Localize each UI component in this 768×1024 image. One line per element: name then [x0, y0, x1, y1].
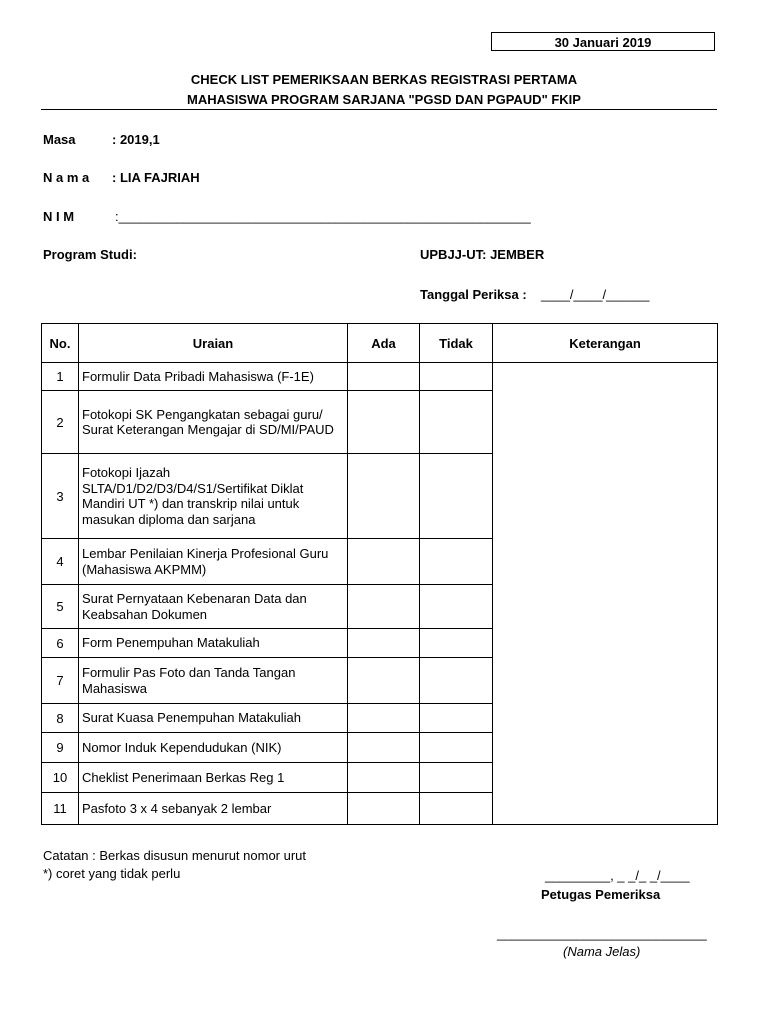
row-no: 8 [42, 704, 79, 733]
tanggal-periksa-value: ____/____/______ [541, 287, 650, 302]
signature-line: _____________________________ [497, 926, 707, 941]
row-no: 2 [42, 391, 79, 454]
tidak-cell[interactable] [420, 763, 493, 793]
header-keterangan: Keterangan [493, 324, 718, 363]
row-uraian: Nomor Induk Kependudukan (NIK) [79, 733, 348, 763]
tanggal-periksa-label: Tanggal Periksa : [420, 287, 527, 302]
nim-value-line: :_________________________________________________________ [115, 209, 531, 224]
catatan-note: Catatan : Berkas disusun menurut nomor urut [43, 848, 307, 863]
row-uraian: Cheklist Penerimaan Berkas Reg 1 [79, 763, 348, 793]
petugas-pemeriksa-label: Petugas Pemeriksa [541, 887, 661, 902]
ada-cell[interactable] [348, 704, 420, 733]
row-uraian: Formulir Data Pribadi Mahasiswa (F-1E) [79, 363, 348, 391]
row-uraian: Form Penempuhan Matakuliah [79, 629, 348, 658]
row-no: 9 [42, 733, 79, 763]
row-uraian: Fotokopi SK Pengangkatan sebagai guru/ Surat Keterangan Mengajar di SD/MI/PAUD [79, 391, 348, 454]
row-no: 5 [42, 585, 79, 629]
tidak-cell[interactable] [420, 704, 493, 733]
ada-cell[interactable] [348, 763, 420, 793]
tidak-cell[interactable] [420, 539, 493, 585]
coret-note: *) coret yang tidak perlu [43, 866, 181, 881]
header-ada: Ada [348, 324, 420, 363]
ada-cell[interactable] [348, 363, 420, 391]
row-no: 6 [42, 629, 79, 658]
ada-cell[interactable] [348, 454, 420, 539]
ada-cell[interactable] [348, 539, 420, 585]
table-row [42, 363, 718, 391]
tidak-cell[interactable] [420, 658, 493, 704]
tidak-cell[interactable] [420, 629, 493, 658]
header-no: No. [42, 324, 79, 363]
table-header-row [42, 324, 718, 363]
row-uraian: Fotokopi Ijazah SLTA/D1/D2/D3/D4/S1/Sertifikat Diklat Mandiri UT *) dan transkrip nilai untuk masukan diploma dan sarjana [79, 454, 348, 539]
program-studi-label: Program Studi: [43, 247, 137, 262]
masa-label: Masa [43, 132, 76, 147]
ada-cell[interactable] [348, 629, 420, 658]
ada-cell[interactable] [348, 793, 420, 825]
row-no: 7 [42, 658, 79, 704]
ada-cell[interactable] [348, 658, 420, 704]
tidak-cell[interactable] [420, 391, 493, 454]
tidak-cell[interactable] [420, 363, 493, 391]
row-no: 10 [42, 763, 79, 793]
nim-label: N I M [43, 209, 75, 224]
row-uraian: Formulir Pas Foto dan Tanda Tangan Mahasiswa [79, 658, 348, 704]
document-title-line1: CHECK LIST PEMERIKSAAN BERKAS REGISTRASI PERTAMA [190, 72, 578, 87]
signature-date-line: _________, _ _/_ _/____ [545, 868, 690, 883]
row-uraian: Surat Pernyataan Kebenaran Data dan Keabsahan Dokumen [79, 585, 348, 629]
tidak-cell[interactable] [420, 793, 493, 825]
nama-label: N a m a [43, 170, 90, 185]
checklist-table [41, 323, 718, 825]
row-no: 11 [42, 793, 79, 825]
tidak-cell[interactable] [420, 733, 493, 763]
masa-value: : 2019,1 [112, 132, 160, 147]
row-uraian: Surat Kuasa Penempuhan Matakuliah [79, 704, 348, 733]
header-tidak: Tidak [420, 324, 493, 363]
header-uraian: Uraian [79, 324, 348, 363]
nama-value: : LIA FAJRIAH [112, 170, 200, 185]
row-no: 3 [42, 454, 79, 539]
upbjj-label: UPBJJ-UT: JEMBER [420, 247, 545, 262]
ada-cell[interactable] [348, 391, 420, 454]
nama-jelas-label: (Nama Jelas) [563, 944, 641, 959]
tidak-cell[interactable] [420, 454, 493, 539]
row-uraian: Lembar Penilaian Kinerja Profesional Guru (Mahasiswa AKPMM) [79, 539, 348, 585]
ada-cell[interactable] [348, 733, 420, 763]
keterangan-cell[interactable] [493, 363, 718, 825]
title-divider [41, 109, 717, 110]
row-no: 4 [42, 539, 79, 585]
document-date: 30 Januari 2019 [491, 32, 715, 51]
ada-cell[interactable] [348, 585, 420, 629]
tidak-cell[interactable] [420, 585, 493, 629]
row-no: 1 [42, 363, 79, 391]
document-title-line2: MAHASISWA PROGRAM SARJANA "PGSD DAN PGPAUD" FKIP [187, 92, 581, 107]
row-uraian: Pasfoto 3 x 4 sebanyak 2 lembar [79, 793, 348, 825]
